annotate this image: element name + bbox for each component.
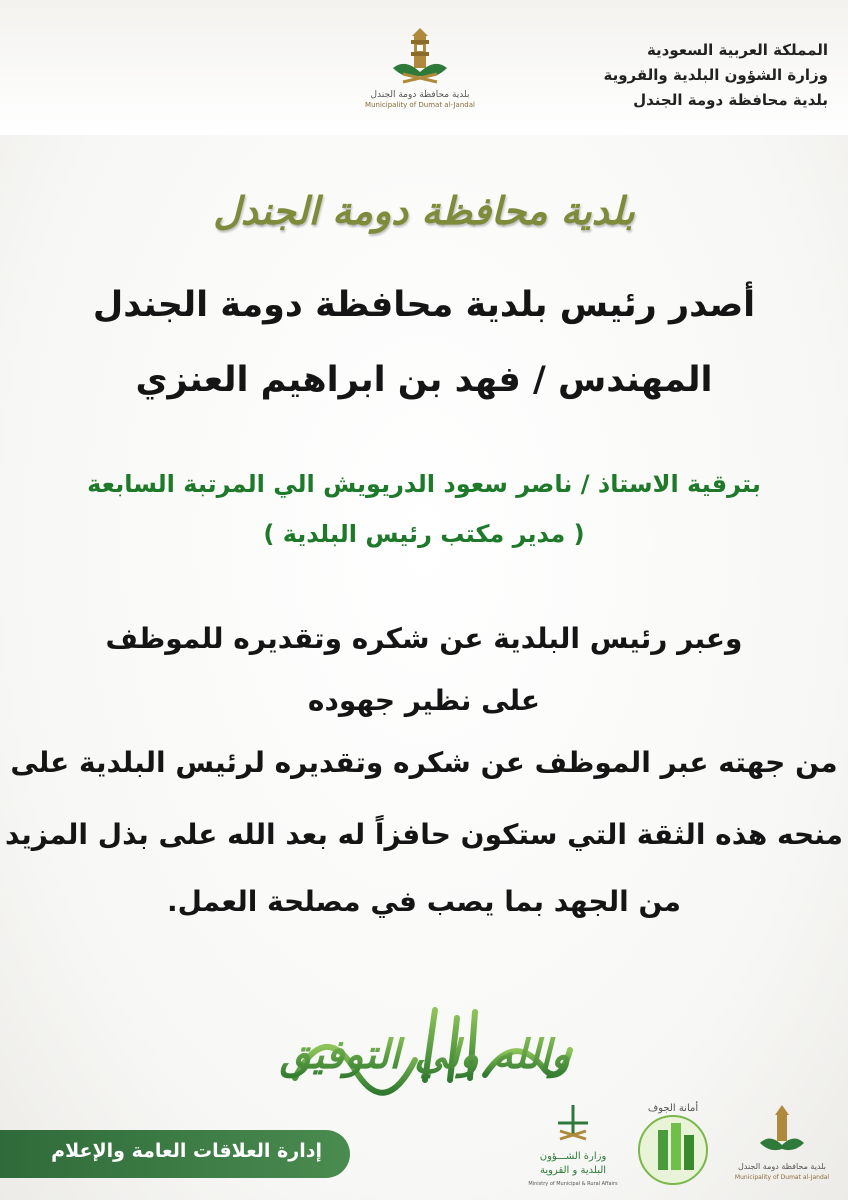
announcement-line-2: المهندس / فهد بن ابراهيم العنزي (135, 360, 713, 400)
closing-calligraphy-art (265, 990, 585, 1100)
body-line-4: منحه هذه الثقة التي ستكون حافزاً له بعد الله على بذل المزيد (5, 818, 843, 851)
footer-department-bar (0, 1130, 350, 1178)
header-line-ministry: وزارة الشؤون البلدية والقروية (603, 66, 828, 84)
svg-text:Municipality of Dumat al-Janda: Municipality of Dumat al-Jandal (734, 1174, 830, 1181)
promotion-line: بترقية الاستاذ / ناصر سعود الدريويش الي المرتبة السابعة (87, 470, 761, 498)
closing-calligraphy (265, 990, 585, 1100)
amanat-aljouf-logo-icon (639, 1101, 707, 1184)
body-line-1: وعبر رئيس البلدية عن شكره وتقديره للموظف (105, 622, 743, 655)
header-line-municipality: بلدية محافظة دومة الجندل (633, 91, 828, 109)
ministry-logo-icon (528, 1105, 618, 1187)
logo-caption-arabic: بلدية محافظة دومة الجندل (370, 90, 470, 100)
svg-text:بلدية محافظة دومة الجندل: بلدية محافظة دومة الجندل (737, 1162, 827, 1171)
tower-emblem-icon (385, 28, 455, 90)
position-line: ( مدير مكتب رئيس البلدية ) (263, 520, 585, 548)
header-text-block (498, 38, 828, 113)
svg-text:Ministry of Municipal & Rural: Ministry of Municipal & Rural Affairs (528, 1181, 618, 1187)
municipality-logo (355, 28, 485, 118)
footer-logos-art (528, 1095, 838, 1195)
svg-text:البلدية و القروية: البلدية و القروية (539, 1165, 607, 1176)
municipality-footer-logo-icon (735, 1105, 830, 1181)
logo-caption-english: Municipality of Dumat al-Jandal (365, 101, 475, 109)
body-line-3: من جهته عبر الموظف عن شكره وتقديره لرئيس البلدية على (10, 746, 838, 779)
announcement-line-1: أصدر رئيس بلدية محافظة دومة الجندل (92, 285, 756, 325)
svg-text:وزارة الشـــؤون: وزارة الشـــؤون (539, 1151, 607, 1162)
body-line-5: من الجهد بما يصب في مصلحة العمل. (166, 885, 681, 918)
calligraphic-title: بلدية محافظة دومة الجندل (213, 188, 635, 233)
footer-logos (528, 1095, 838, 1195)
svg-text:أمانة الجوف: أمانة الجوف (647, 1103, 699, 1114)
header-line-country: المملكة العربية السعودية (646, 41, 828, 59)
body-line-2: على نظير جهوده (307, 684, 541, 717)
footer-department-label: إدارة العلاقات العامة والإعلام (51, 1140, 322, 1162)
closing-text: والله ولي التوفيق (279, 1031, 571, 1078)
header (0, 0, 848, 135)
